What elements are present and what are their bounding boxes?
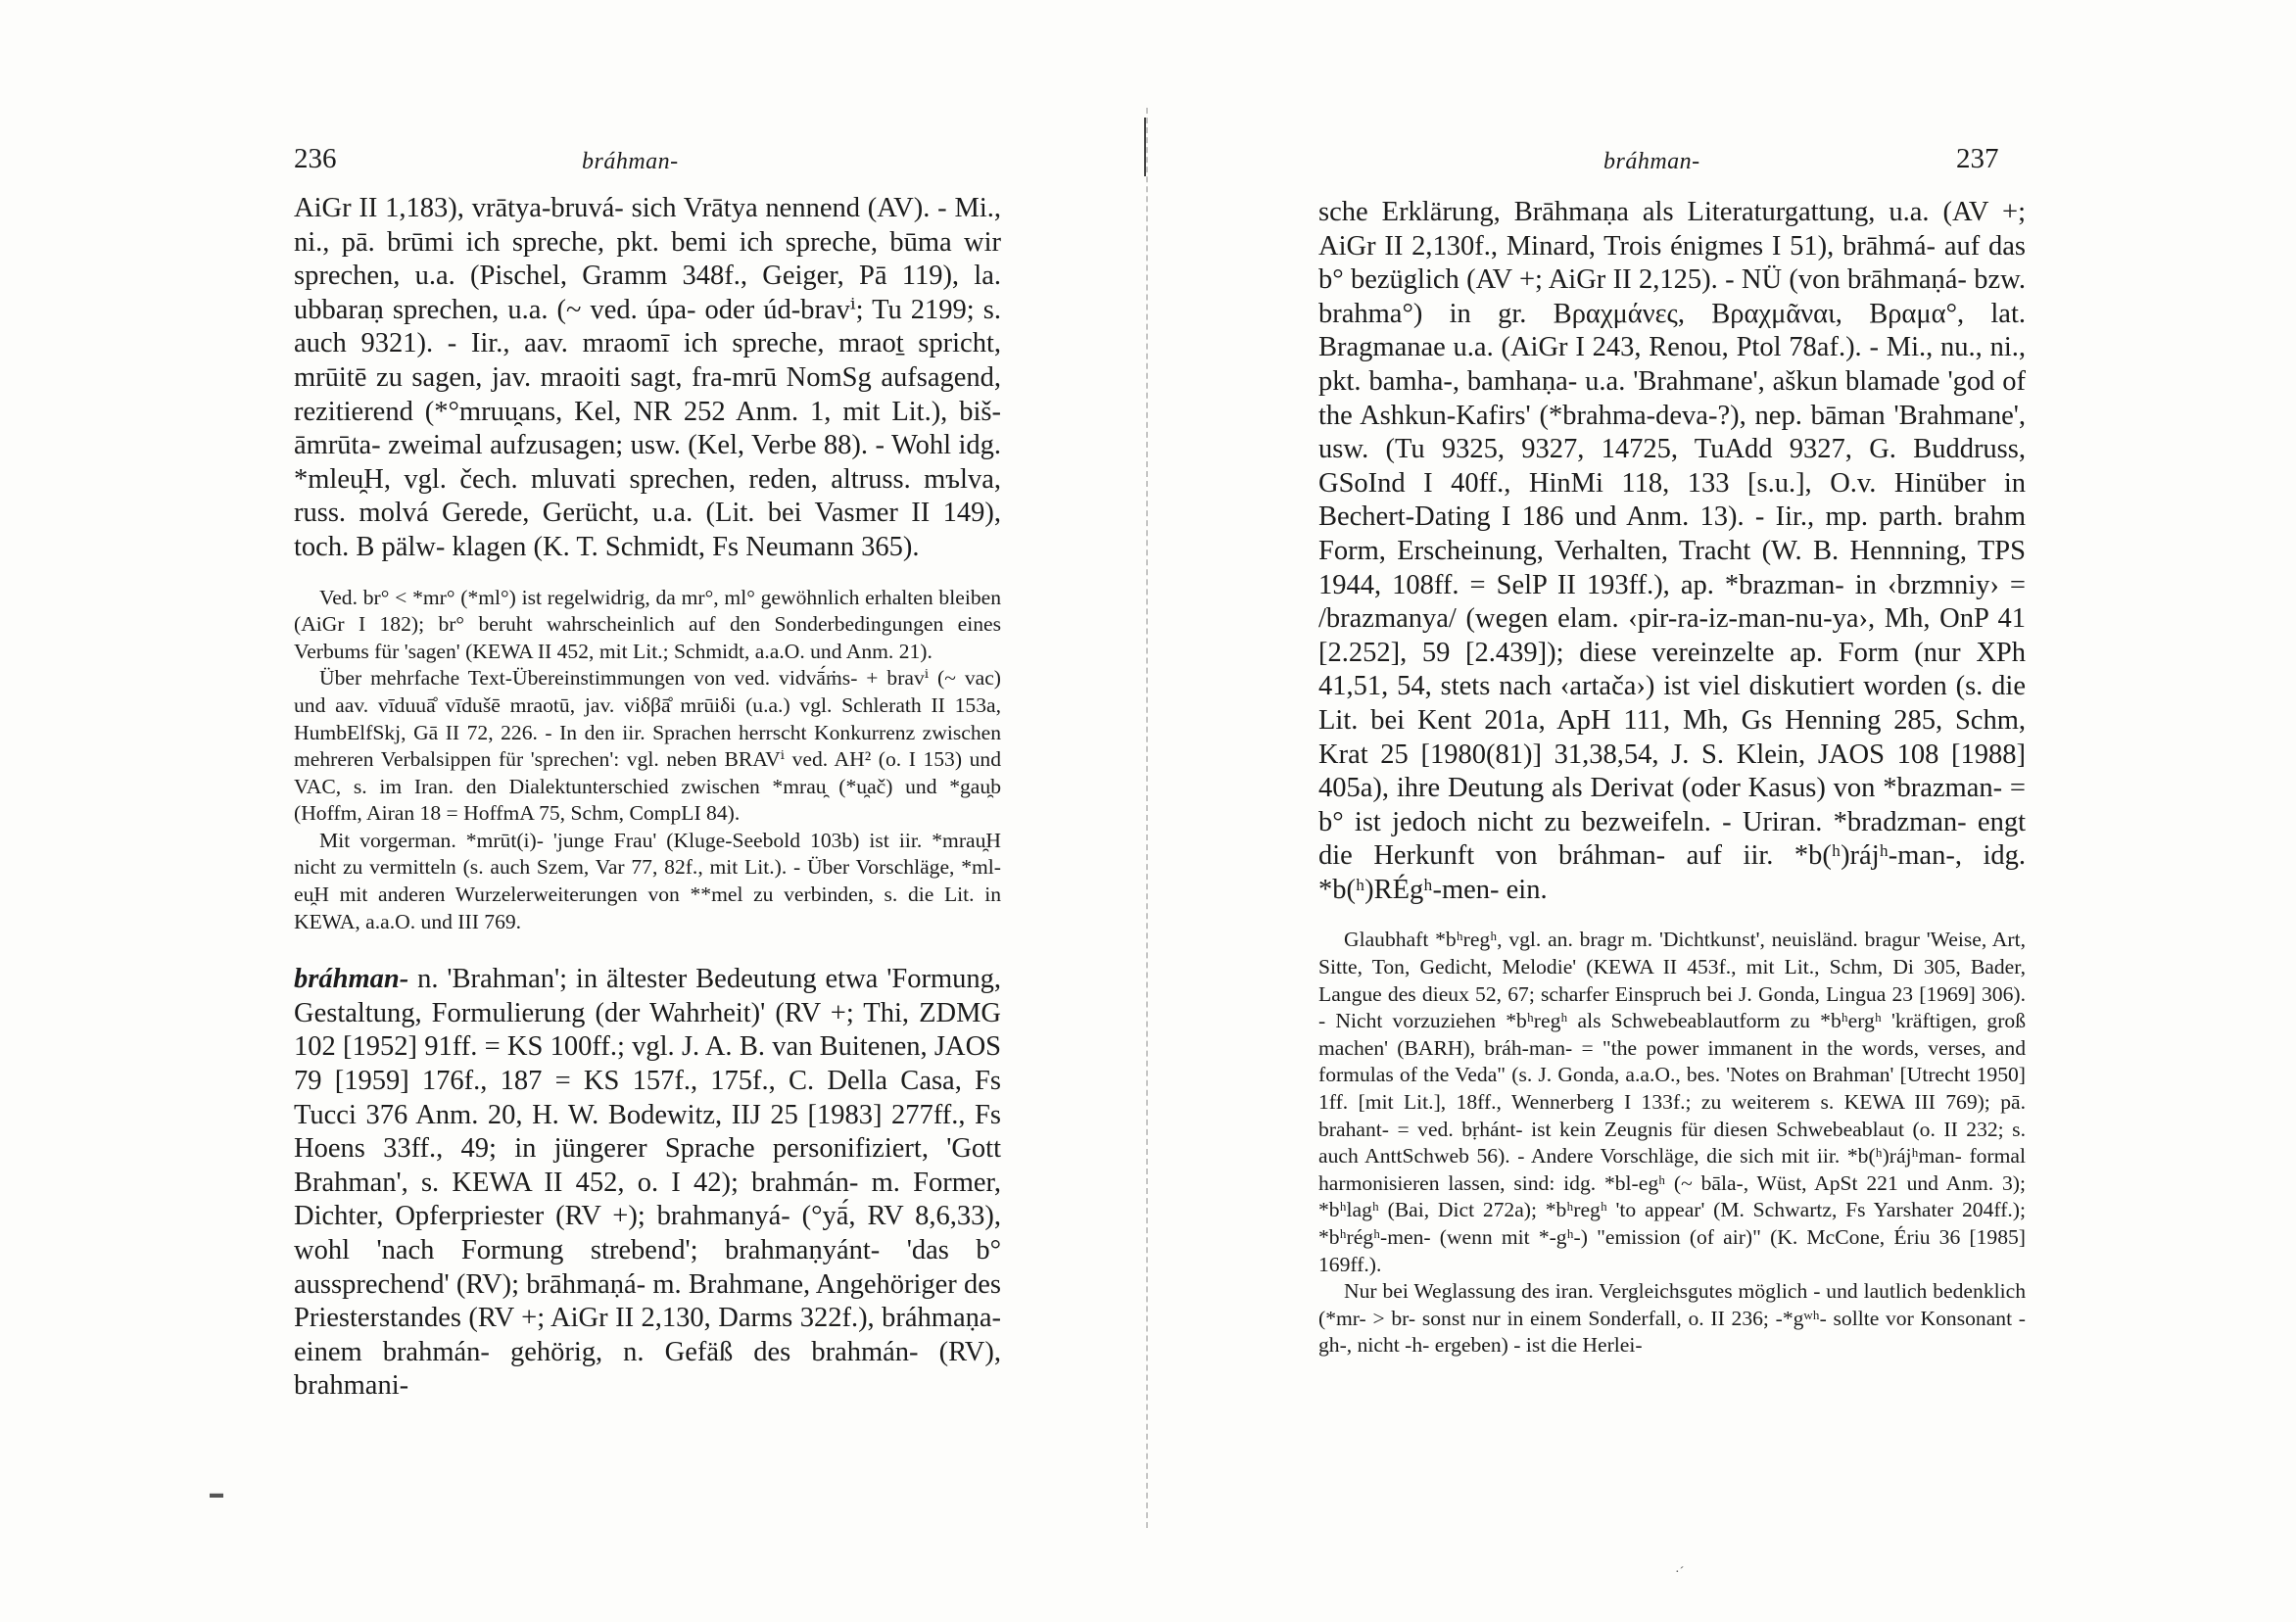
right-column [1318, 196, 2026, 1360]
right-notes [1318, 927, 2026, 1360]
entry-text: n. 'Brahman'; in ältester Bedeutung etwa 'Formung, Gestaltung, Formulierung (der Wahrheit)' (RV +; Thi, ZDMG 102 [1952] 91ff. = KS 100ff.; vgl. J. A. B. van Buitenen, JAOS 79 [1959] 176f., 187 = KS 157f., 175f., C. Della Casa, Fs Tucci 376 Anm. 20, H. W. Bodewitz, IIJ 25 [1983] 277ff., Fs Hoens 33ff., 49; in jüngerer Sprache personifiziert, 'Gott Brahman', s. KEWA II 452, o. I 42); brahmán- m. Former, Dichter, Opferpriester (RV +); brahmanyá- (°yā́, RV 8,6,33), wohl 'nach Formung strebend'; brahmaṇyánt- 'das b° aussprechend' (RV); brāhmaṇá- m. Brahmane, Angehöriger des Priesterstandes (RV +; AiGr II 2,130, Darms 322f.), bráhmaṇa- einem brahmán- gehörig, n. Gefäß des brahmán- (RV), brahmani- [294, 964, 1001, 1402]
page-number-left: 236 [294, 143, 337, 174]
running-head-right: bráhman- [1603, 149, 1700, 174]
paragraph: AiGr II 1,183), vrātya-bruvá- sich Vrātya nennend (AV). - Mi., ni., pā. brūmi ich spreche, pkt. bemi ich spreche, būma wir sprechen, u.a. (Pischel, Gramm 348f., Geiger, Pā 119), la. ubbaraṇ sprechen, u.a. (~ ved. úpa- oder úd-bravⁱ; Tu 2199; s. auch 9321). - Iir., aav. mraomī ich spreche, mraoṯ spricht, mrūitē zu sagen, jav. mraoiti sagt, fra-mrū NomSg aufsagend, rezitierend (*°mruu̯ans, Kel, NR 252 Anm. 1, mit Lit.), biš-āmrūta- zweimal aufzusagen; usw. (Kel, Verbe 88). - Wohl idg. *mleu̯H, vgl. čech. mluvati sprechen, reden, altruss. mъlva, russ. molvá Gerede, Gerücht, u.a. (Lit. bei Vasmer II 149), toch. B pälw- klagen (K. T. Schmidt, Fs Neumann 365). [294, 193, 1001, 562]
note-paragraph: Nur bei Weglassung des iran. Vergleichsgutes möglich - und lautlich bedenklich (*mr- > br- sonst nur in einem Sonderfall, o. II 236; -*gʷʰ- sollte vor Konsonant -gh-, nicht -h- ergeben) - ist die Herlei- [1318, 1279, 2026, 1358]
left-column [294, 192, 1001, 1404]
left-main-text [294, 192, 1001, 565]
book-gutter-shadow [1144, 118, 1146, 176]
left-notes [294, 585, 1001, 936]
scan-speck: ·ˊ [1675, 1565, 1685, 1580]
right-main-text [1318, 196, 2026, 907]
scan-speck: ▬ [210, 1487, 223, 1502]
page-number-right: 237 [1956, 143, 1999, 174]
note-paragraph: Ved. br° < *mr° (*ml°) ist regelwidrig, da mr°, ml° gewöhnlich erhalten bleiben (AiGr I 182); br° beruht wahrscheinlich auf den Sonderbedingungen eines Verbums für 'sagen' (KEWA II 452, mit Lit.; Schmidt, a.a.O. und Anm. 21). [294, 585, 1001, 663]
dictionary-entry [294, 963, 1001, 1404]
note-paragraph: Über mehrfache Text-Übereinstimmungen von ved. vidvā́ṁs- + bravⁱ (~ vac) und aav. vīduuā̊ vīdušē mraotū, jav. viδβā̊ mrūiδi (u.a.) vgl. Schlerath II 153a, HumbElfSkj, Gā II 72, 226. - In den iir. Sprachen herrscht Konkurrenz zwischen mehreren Verbalsippen für 'sprechen': vgl. neben BRAVⁱ ved. AH² (o. I 153) und VAC, s. im Iran. den Dialektunterschied zwischen *mrau̯ (*u̯ač) und *gau̯b (Hoffm, Airan 18 = HoffmA 75, Schm, CompLI 84). [294, 666, 1001, 826]
right-page [1148, 0, 2296, 1622]
note-paragraph: Glaubhaft *bʰregʰ, vgl. an. bragr m. 'Dichtkunst', neuisländ. bragur 'Weise, Art, Sitte, Ton, Gedicht, Melodie' (KEWA II 453f., mit Lit., Schm, Di 305, Bader, Langue des dieux 52, 67; scharfer Einspruch bei J. Gonda, Lingua 23 [1969] 306). - Nicht vorzuziehen *bʰregʰ als Schwebeablautform zu *bʰergʰ 'kräftigen, groß machen' (BARH), bráh-man- = "the power immanent in the words, verses, and formulas of the Veda" (s. J. Gonda, a.a.O., bes. 'Notes on Brahman' [Utrecht 1950] 1ff. [mit Lit.], 18ff., Wennerberg I 133f.; zu weiterem s. KEWA III 769); pā. brahant- = ved. bṛhánt- ist kein Zeugnis für diesen Schwebeablaut (o. II 232; s. auch AnttSchweb 56). - Andere Vorschläge, die sich mit iir. *b(ʰ)rájʰman- formal harmonisieren lassen, sind: idg. *bl-egʰ (~ bāla-, Wüst, ApSt 221 und Anm. 3); *bʰlagʰ (Bai, Dict 272a); *bʰregʰ 'to appear' (M. Schwartz, Fs Yarshater 204ff.); *bʰrégʰ-men- (wenn mit *-gʰ-) "emission (of air)" (K. McCone, Ériu 36 [1985] 169ff.). [1318, 928, 2026, 1276]
paragraph: sche Erklärung, Brāhmaṇa als Literaturgattung, u.a. (AV +; AiGr II 2,130f., Minard, Trois énigmes I 51), brāhmá- auf das b° bezüglich (AV +; AiGr II 2,125). - NÜ (von brāhmaṇá- bzw. brahma°) in gr. Βραχμάνες, Βραχμᾶναι, Βραμα°, lat. Bragmanae u.a. (AiGr I 243, Renou, Ptol 78af.). - Mi., nu., ni., pkt. bamha-, bamhaṇa- u.a. 'Brahmane', aškun blamade 'god of the Ashkun-Kafirs' (*brahma-deva-?), nep. bāman 'Brahmane', usw. (Tu 9325, 9327, 14725, TuAdd 9327, G. Buddruss, GSoInd I 40ff., HinMi 118, 133 [s.u.], O.v. Hinüber in Bechert-Dating I 186 und Anm. 13). - Iir., mp. parth. brahm Form, Erscheinung, Verhalten, Tracht (W. B. Hennning, TPS 1944, 108ff. = SelP II 193ff.), ap. *brazman- in ‹brzmniy› = /brazmanya/ (wegen elam. ‹pir-ra-iz-man-nu-ya›, Mh, OnP 41 [2.252], 59 [2.439]); diese vereinzelte ap. Form (nur XPh 41,51, 54, stets nach ‹artača›) ist viel diskutiert worden (s. die Lit. bei Kent 201a, ApH 111, Mh, Gs Henning 285, Schm, Krat 25 [1980(81)] 31,38,54, J. S. Klein, JAOS 108 [1988] 405a), ihre Deutung als Derivat (oder Kasus) von *brazman- = b° ist jedoch nicht zu bezweifeln. - Uriran. *bradzman- engt die Herkunft von bráhman- auf iir. *b(ʰ)rájʰ-man-, idg. *b(ʰ)RÉgʰ-men- ein. [1318, 197, 2026, 905]
entry-paragraph [294, 963, 1001, 1404]
running-head-left: bráhman- [582, 149, 679, 174]
note-paragraph: Mit vorgerman. *mrūt(i)- 'junge Frau' (Kluge-Seebold 103b) ist iir. *mrau̯H nicht zu vermitteln (s. auch Szem, Var 77, 82f., mit Lit.). - Über Vorschläge, *ml-eu̯H mit anderen Wurzelerweiterungen von **mel zu verbinden, s. die Lit. in KEWA, a.a.O. und III 769. [294, 828, 1001, 933]
entry-lemma: bráhman- [294, 964, 409, 995]
